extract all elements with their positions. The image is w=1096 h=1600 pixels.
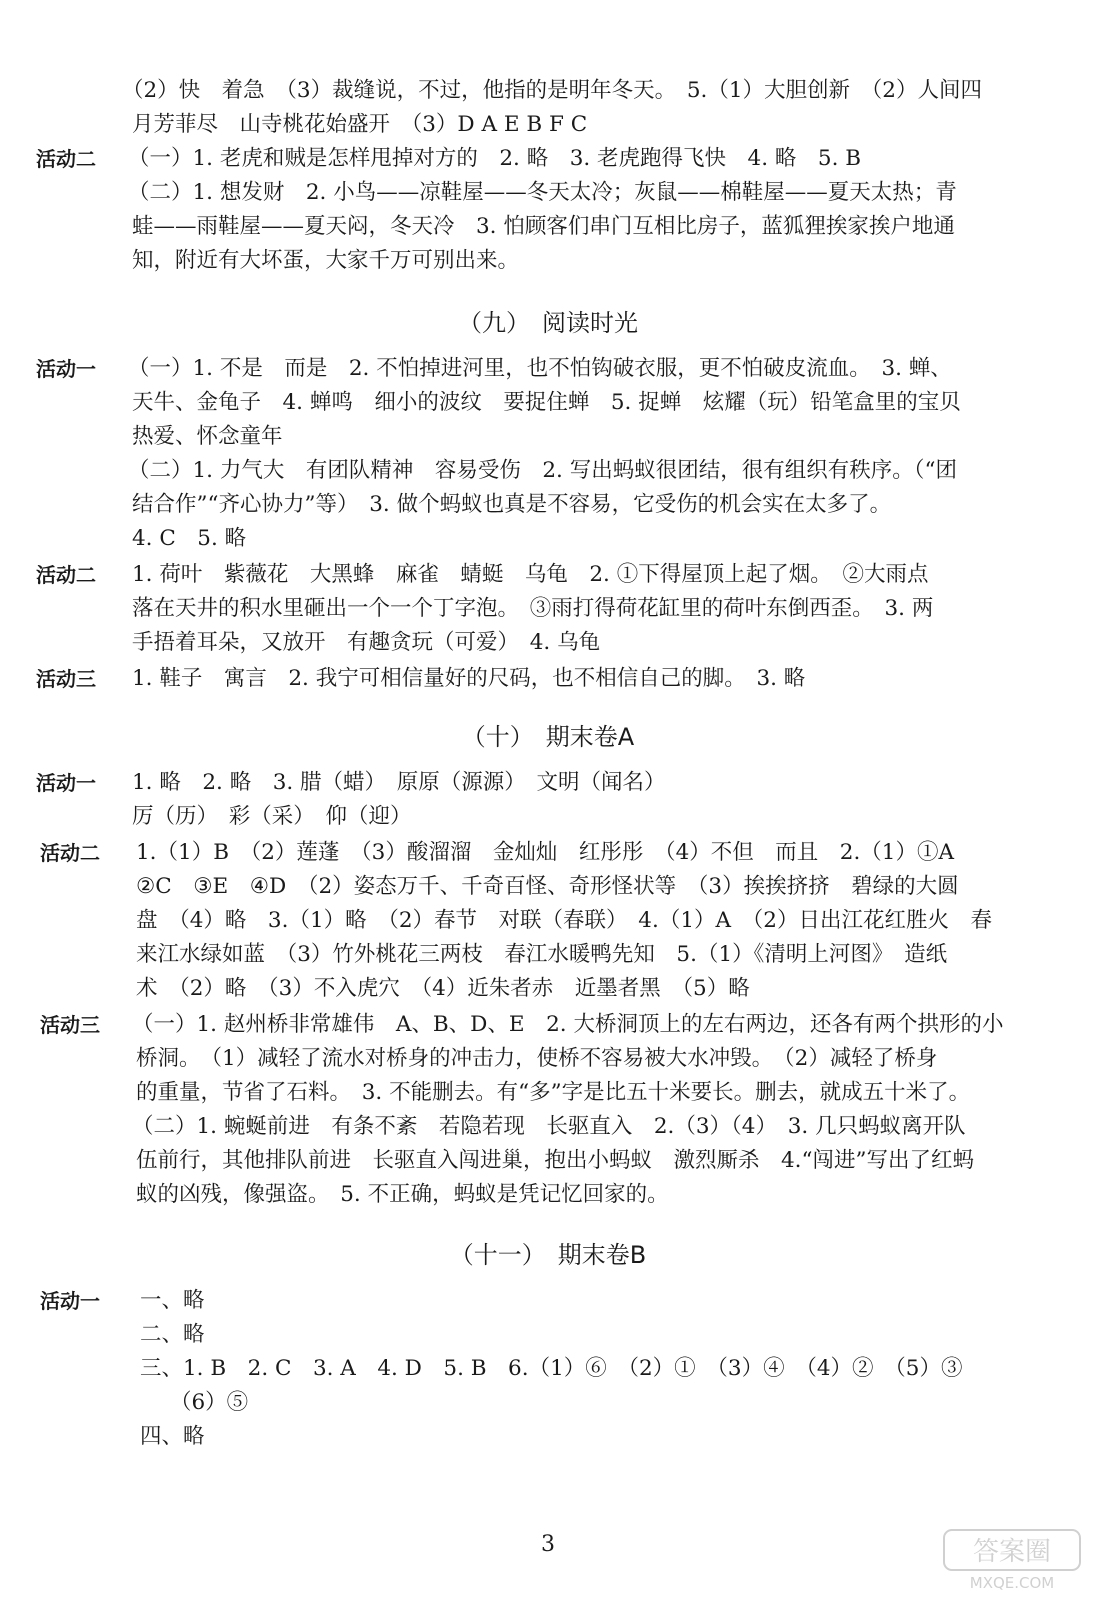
line-text: （二）1. 想发财 2. 小鸟——凉鞋屋——冬天太冷；灰鼠——棉鞋屋——夏天太热；青 bbox=[128, 180, 957, 205]
line-text: ②C ③E ④D （2）姿态万千、千奇百怪、奇形怪状等 （3）挨挨挤挤 碧绿的大圆 bbox=[136, 874, 959, 899]
line-text: 三、1. B 2. C 3. A 4. D 5. B 6.（1）⑥ （2）① （3）④ （4）② （5）③ bbox=[140, 1356, 963, 1381]
line-text: 的重量，节省了石料。 3. 不能删去。有“多”字是比五十米要长。删去，就成五十米了。 bbox=[136, 1080, 971, 1105]
line-text: 1. 鞋子 寓言 2. 我宁可相信量好的尺码，也不相信自己的脚。 3. 略 bbox=[132, 666, 806, 691]
line-text: 手捂着耳朵，又放开 有趣贪玩（可爱） 4. 乌龟 bbox=[132, 630, 601, 655]
line-text: 天牛、金龟子 4. 蝉鸣 细小的波纹 要捉住蝉 5. 捉蝉 炫耀（玩）铅笔盒里的宝贝 bbox=[132, 390, 961, 415]
line-text: 术 （2）略 （3）不入虎穴 （4）近朱者赤 近墨者黑 （5）略 bbox=[136, 976, 750, 1001]
activity-label: 活动二 bbox=[40, 841, 100, 865]
line-text: 桥洞。 （1）减轻了流水对桥身的冲击力，使桥不容易被大水冲毁。 （2）减轻了桥身 bbox=[136, 1046, 938, 1071]
activity-label: 活动一 bbox=[36, 771, 96, 795]
activity-label: 活动二 bbox=[36, 147, 96, 171]
line-text: 来江水绿如蓝 （3）竹外桃花三两枝 春江水暖鸭先知 5.（1）《清明上河图》 造纸 bbox=[136, 942, 948, 967]
line-text: 厉（历） 彩（采） 仰（迎） bbox=[132, 804, 412, 829]
line-text: （一）1. 赵州桥非常雄伟 A、B、D、E 2. 大桥洞顶上的左右两边，还各有两个拱形的小 bbox=[132, 1012, 1004, 1037]
line-text: （二）1. 力气大 有团队精神 容易受伤 2. 写出蚂蚁很团结，很有组织有秩序。（“团 bbox=[128, 458, 957, 483]
line-text: 蚁的凶残，像强盗。 5. 不正确，蚂蚁是凭记忆回家的。 bbox=[136, 1182, 669, 1207]
line-text: 月芳菲尽 山寺桃花始盛开 （3）D A E B F C bbox=[132, 112, 588, 137]
line-text: （6）⑤ bbox=[170, 1390, 249, 1415]
line-text: 蛙——雨鞋屋——夏天闷，冬天冷 3. 怕顾客们串门互相比房子，蓝狐狸挨家挨户地通 bbox=[132, 214, 955, 239]
activity-label: 活动二 bbox=[36, 563, 96, 587]
line-text: 二、略 bbox=[140, 1322, 205, 1347]
activity-label: 活动三 bbox=[36, 667, 96, 691]
line-text: （二）1. 蜿蜒前进 有条不紊 若隐若现 长驱直入 2.（3）（4） 3. 几只蚂蚁离开队 bbox=[132, 1114, 966, 1139]
line-text: 盘 （4）略 3.（1）略 （2）春节 对联（春联） 4.（1）A （2）日出江花红胜火 春 bbox=[136, 908, 992, 933]
line-text: 一、略 bbox=[140, 1288, 205, 1313]
line-text: 结合作”“齐心协力”等） 3. 做个蚂蚁也真是不容易，它受伤的机会实在太多了。 bbox=[132, 492, 892, 517]
line-text: （一）1. 老虎和贼是怎样甩掉对方的 2. 略 3. 老虎跑得飞快 4. 略 5. B bbox=[128, 146, 862, 171]
watermark-text: 答案圈 bbox=[972, 1537, 1052, 1567]
page-number: 3 bbox=[541, 1532, 555, 1557]
activity-label: 活动一 bbox=[40, 1289, 100, 1313]
section-heading: （九） 阅读时光 bbox=[458, 309, 638, 337]
watermark-subtext: MXQE.COM bbox=[969, 1574, 1055, 1592]
line-text: （2）快 着急 （3）裁缝说，不过，他指的是明年冬天。 5.（1）大胆创新 （2）人间四 bbox=[122, 78, 982, 103]
line-text: （一）1. 不是 而是 2. 不怕掉进河里，也不怕钩破衣服，更不怕破皮流血。 3. 蝉、 bbox=[128, 356, 952, 381]
section-heading: （十一） 期末卷B bbox=[449, 1241, 647, 1269]
line-text: 伍前行，其他排队前进 长驱直入闯进巢，抱出小蚂蚁 激烈厮杀 4.“闯进”写出了红蚂 bbox=[136, 1148, 975, 1173]
activity-label: 活动三 bbox=[40, 1013, 100, 1037]
section-heading: （十） 期末卷A bbox=[461, 723, 635, 751]
line-text: 1. 荷叶 紫薇花 大黑蜂 麻雀 蜻蜓 乌龟 2. ①下得屋顶上起了烟。 ②大雨点 bbox=[132, 562, 929, 587]
line-text: 知，附近有大坏蛋，大家千万可别出来。 bbox=[132, 248, 520, 273]
line-text: 4. C 5. 略 bbox=[132, 526, 247, 551]
activity-label: 活动一 bbox=[36, 357, 96, 381]
line-text: 落在天井的积水里砸出一个一个丁字泡。 ③雨打得荷花缸里的荷叶东倒西歪。 3. 两 bbox=[132, 596, 934, 621]
line-text: 四、略 bbox=[140, 1424, 205, 1449]
watermark-logo-icon bbox=[942, 1528, 1082, 1592]
line-text: 1.（1）B （2）莲蓬 （3）酸溜溜 金灿灿 红彤彤 （4）不但 而且 2.（1）①A bbox=[136, 840, 955, 865]
line-text: 1. 略 2. 略 3. 腊（蜡） 原原（源源） 文明（闻名） bbox=[132, 770, 666, 795]
line-text: 热爱、怀念童年 bbox=[132, 424, 283, 449]
